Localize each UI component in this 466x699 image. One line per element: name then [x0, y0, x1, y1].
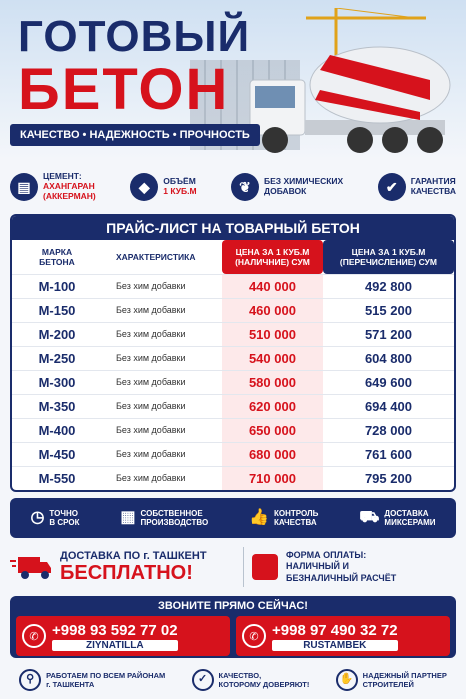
- transfer-price-cell: 515 200: [323, 298, 454, 322]
- transfer-price-cell: 728 000: [323, 418, 454, 442]
- delivery-section: [0, 538, 466, 596]
- cash-price-cell: 620 000: [222, 394, 323, 418]
- footer: [0, 658, 466, 699]
- price-table: [12, 240, 454, 490]
- phone-icon: ✆: [242, 624, 266, 648]
- phone-number[interactable]: +998 93 592 77 02: [52, 621, 178, 639]
- price-table-card: [10, 214, 456, 492]
- price-row: [12, 442, 454, 466]
- benefit-text: КОНТРОЛЬ КАЧЕСТВА: [273, 508, 319, 527]
- cash-price-cell: 710 000: [222, 466, 323, 490]
- transfer-price-cell: 694 400: [323, 394, 454, 418]
- leaf-icon: ❦: [231, 173, 259, 201]
- description-cell: Без хим добавки: [102, 418, 222, 442]
- feature-value: ДОБАВОК: [264, 186, 307, 196]
- feature-label: ОБЪЁМ: [163, 176, 196, 187]
- phone-number[interactable]: +998 97 490 32 72: [272, 621, 398, 639]
- feature-label: ЦЕМЕНТ:: [43, 171, 82, 182]
- wallet-icon: [252, 554, 278, 580]
- grade-cell: М-250: [12, 346, 102, 370]
- grade-cell: М-200: [12, 322, 102, 346]
- phone-icon: ✆: [22, 624, 46, 648]
- payment-line-1: НАЛИЧНЫЙ И: [286, 561, 349, 572]
- check-badge-icon: ✓: [192, 669, 214, 691]
- grade-cell: М-400: [12, 418, 102, 442]
- price-row: [12, 298, 454, 322]
- transfer-price-cell: 649 600: [323, 370, 454, 394]
- phone-list: [16, 616, 450, 656]
- benefit-text: ДОСТАВКА МИКСЕРАМИ: [384, 508, 436, 527]
- clock-icon: ◷: [30, 508, 45, 526]
- payment-title: ФОРМА ОПЛАТЫ:: [286, 550, 367, 561]
- benefit-on-time: [30, 509, 79, 527]
- transfer-price-cell: 604 800: [323, 346, 454, 370]
- price-row: [12, 370, 454, 394]
- call-section: [10, 596, 456, 658]
- price-table-title: ПРАЙС-ЛИСТ НА ТОВАРНЫЙ БЕТОН: [12, 216, 454, 240]
- cash-price-cell: 680 000: [222, 442, 323, 466]
- price-table-body: [12, 274, 454, 490]
- price-row: [12, 274, 454, 298]
- mixer-truck-icon: ⛟: [359, 508, 380, 526]
- benefit-own-production: [120, 509, 208, 527]
- delivery-line-1: ДОСТАВКА ПО г. ТАШКЕНТ: [60, 549, 207, 562]
- feature-value: 1 КУБ.М: [163, 186, 197, 196]
- feature-label: БЕЗ ХИМИЧЕСКИХ: [264, 176, 344, 187]
- feature-volume: [130, 173, 196, 201]
- hero-banner: [0, 0, 466, 160]
- cash-price-cell: 440 000: [222, 274, 323, 298]
- delivery-truck-icon: [10, 553, 52, 581]
- cube-icon: ◆: [130, 173, 158, 201]
- factory-icon: ▦: [120, 508, 136, 526]
- header-transfer-price: ЦЕНА ЗА 1 КУБ.М (ПЕРЕЧИСЛЕНИЕ) СУМ: [323, 240, 454, 274]
- feature-value: КАЧЕСТВА: [410, 186, 456, 196]
- contact-name: ZIYNATILLA: [52, 640, 178, 651]
- grade-cell: М-300: [12, 370, 102, 394]
- description-cell: Без хим добавки: [102, 298, 222, 322]
- transfer-price-cell: 795 200: [323, 466, 454, 490]
- delivery-text: [60, 550, 235, 585]
- feature-no-chemicals: [231, 173, 343, 201]
- location-pin-icon: ⚲: [19, 669, 41, 691]
- features-row: [0, 160, 466, 214]
- footer-text: РАБОТАЕМ ПО ВСЕМ РАЙОНАМ г. ТАШКЕНТА: [46, 671, 166, 689]
- delivery-line-2: БЕСПЛАТНО!: [60, 561, 193, 584]
- feature-label: ГАРАНТИЯ: [410, 176, 456, 187]
- description-cell: Без хим добавки: [102, 442, 222, 466]
- footer-item-partner: [336, 669, 447, 691]
- cement-bag-icon: ▤: [10, 173, 38, 201]
- footer-text: НАДЕЖНЫЙ ПАРТНЕР СТРОИТЕЛЕЙ: [362, 671, 447, 689]
- description-cell: Без хим добавки: [102, 394, 222, 418]
- benefit-text: СОБСТВЕННОЕ ПРОИЗВОДСТВО: [140, 508, 209, 527]
- title-line-1: ГОТОВЫЙ: [18, 12, 251, 61]
- description-cell: Без хим добавки: [102, 370, 222, 394]
- footer-text: КАЧЕСТВО, КОТОРОМУ ДОВЕРЯЮТ!: [218, 671, 310, 689]
- cash-price-cell: 650 000: [222, 418, 323, 442]
- description-cell: Без хим добавки: [102, 466, 222, 490]
- feature-value: АХАНГАРАН (АККЕРМАН): [43, 181, 96, 201]
- benefits-bar: [10, 498, 456, 538]
- description-cell: Без хим добавки: [102, 346, 222, 370]
- cash-price-cell: 540 000: [222, 346, 323, 370]
- call-heading: ЗВОНИТЕ ПРЯМО СЕЙЧАС!: [158, 600, 308, 612]
- thumbs-up-icon: 👍: [249, 508, 269, 526]
- price-table-header-row: [12, 240, 454, 274]
- payment-text: [286, 550, 396, 584]
- grade-cell: М-150: [12, 298, 102, 322]
- title-line-2: БЕТОН: [18, 57, 230, 122]
- header-description: ХАРАКТЕРИСТИКА: [116, 251, 196, 262]
- footer-item-districts: [19, 669, 165, 691]
- tagline: КАЧЕСТВО • НАДЕЖНОСТЬ • ПРОЧНОСТЬ: [10, 124, 260, 146]
- description-cell: Без хим добавки: [102, 322, 222, 346]
- transfer-price-cell: 761 600: [323, 442, 454, 466]
- divider: [243, 547, 244, 587]
- handshake-icon: ✋: [336, 669, 358, 691]
- footer-item-quality: [192, 669, 310, 691]
- mixer-truck-illustration: [230, 40, 460, 160]
- description-cell: Без хим добавки: [102, 274, 222, 298]
- grade-cell: М-550: [12, 466, 102, 490]
- cash-price-cell: 460 000: [222, 298, 323, 322]
- price-row: [12, 418, 454, 442]
- cash-price-cell: 580 000: [222, 370, 323, 394]
- payment-line-2: БЕЗНАЛИЧНЫЙ РАСЧЁТ: [286, 572, 397, 583]
- price-row: [12, 322, 454, 346]
- price-row: [12, 394, 454, 418]
- grade-cell: М-350: [12, 394, 102, 418]
- benefit-quality-control: [249, 509, 318, 527]
- feature-cement: [10, 172, 96, 201]
- header-cash-price: ЦЕНА ЗА 1 КУБ.М (НАЛИЧНИЕ) СУМ: [222, 240, 323, 274]
- benefit-text: ТОЧНО В СРОК: [49, 508, 80, 527]
- price-row: [12, 466, 454, 490]
- phone-button-2[interactable]: [236, 616, 450, 656]
- benefit-mixer-delivery: [359, 509, 435, 527]
- feature-guarantee: [378, 173, 456, 201]
- transfer-price-cell: 492 800: [323, 274, 454, 298]
- shield-check-icon: ✔: [378, 173, 406, 201]
- price-row: [12, 346, 454, 370]
- contact-name: RUSTAMBEK: [272, 640, 398, 651]
- grade-cell: М-100: [12, 274, 102, 298]
- grade-cell: М-450: [12, 442, 102, 466]
- cash-price-cell: 510 000: [222, 322, 323, 346]
- transfer-price-cell: 571 200: [323, 322, 454, 346]
- phone-button-1[interactable]: [16, 616, 230, 656]
- header-grade: МАРКА БЕТОНА: [39, 246, 75, 267]
